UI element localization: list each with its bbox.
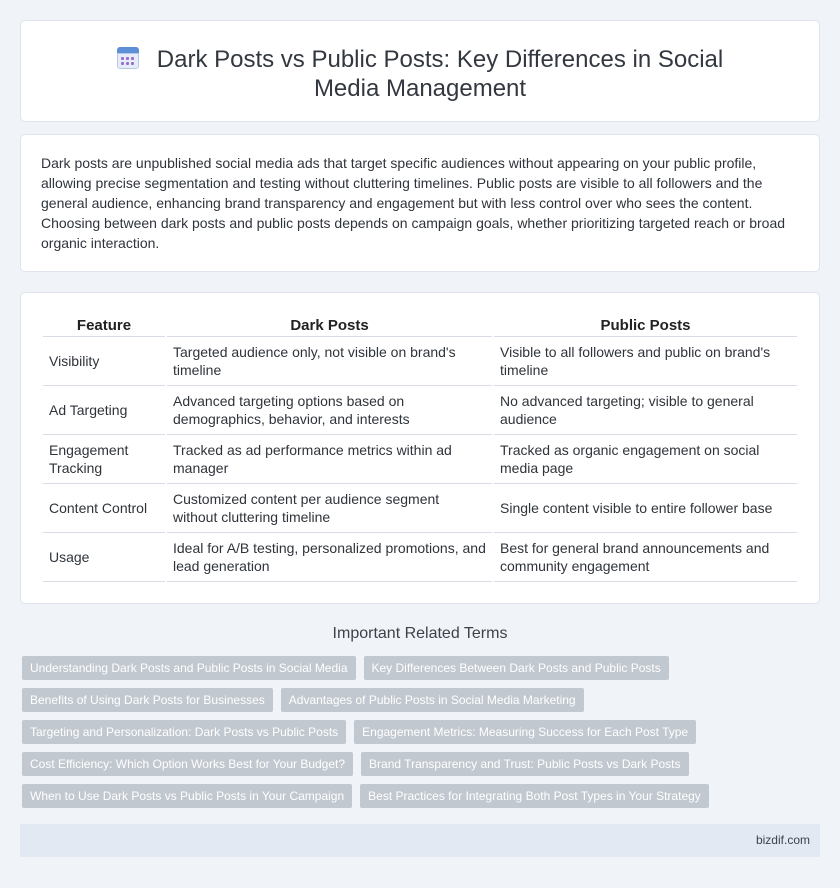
related-term-link[interactable]: Engagement Metrics: Measuring Success for Each Post Type xyxy=(354,720,696,744)
related-term-link[interactable]: When to Use Dark Posts vs Public Posts in Your Campaign xyxy=(22,784,352,808)
table-cell-feature: Ad Targeting xyxy=(43,386,165,435)
table-cell-public: Tracked as organic engagement on social media page xyxy=(494,435,797,484)
table-cell-dark: Customized content per audience segment without cluttering timeline xyxy=(167,484,492,533)
comparison-table xyxy=(41,313,799,582)
related-term-link[interactable]: Key Differences Between Dark Posts and Public Posts xyxy=(364,656,669,680)
table-header-row xyxy=(43,313,797,337)
page-title: Dark Posts vs Public Posts: Key Differences in Social Media Management xyxy=(156,46,724,102)
table-cell-dark: Targeted audience only, not visible on brand's timeline xyxy=(167,337,492,386)
related-term-link[interactable]: Cost Efficiency: Which Option Works Best for Your Budget? xyxy=(22,752,353,776)
intro-card xyxy=(20,134,820,272)
footer-bar xyxy=(20,824,820,857)
table-cell-public: No advanced targeting; visible to general audience xyxy=(494,386,797,435)
table-row xyxy=(43,533,797,582)
related-terms-title: Important Related Terms xyxy=(332,625,508,642)
table-row xyxy=(43,337,797,386)
table-row xyxy=(43,484,797,533)
related-term-link[interactable]: Understanding Dark Posts and Public Posts in Social Media xyxy=(22,656,356,680)
table-cell-public: Single content visible to entire follower base xyxy=(494,484,797,533)
table-cell-feature: Visibility xyxy=(43,337,165,386)
table-cell-feature: Usage xyxy=(43,533,165,582)
table-cell-public: Best for general brand announcements and community engagement xyxy=(494,533,797,582)
footer-site-name[interactable]: bizdif.com xyxy=(755,833,810,847)
table-cell-feature: Engagement Tracking xyxy=(43,435,165,484)
comparison-card xyxy=(20,292,820,604)
table-header-feature: Feature xyxy=(43,313,165,337)
table-row xyxy=(43,435,797,484)
table-header-public-posts: Public Posts xyxy=(494,313,797,337)
table-cell-public: Visible to all followers and public on brand's timeline xyxy=(494,337,797,386)
page-title-wrap xyxy=(21,45,819,103)
related-term-link[interactable]: Brand Transparency and Trust: Public Posts vs Dark Posts xyxy=(361,752,688,776)
related-terms-list xyxy=(22,656,702,816)
table-cell-feature: Content Control xyxy=(43,484,165,533)
title-card xyxy=(20,20,820,122)
table-cell-dark: Ideal for A/B testing, personalized promotions, and lead generation xyxy=(167,533,492,582)
related-term-link[interactable]: Best Practices for Integrating Both Post Types in Your Strategy xyxy=(360,784,709,808)
related-term-link[interactable]: Benefits of Using Dark Posts for Businesses xyxy=(22,688,273,712)
calendar-icon xyxy=(117,47,139,69)
table-cell-dark: Advanced targeting options based on demographics, behavior, and interests xyxy=(167,386,492,435)
table-row xyxy=(43,386,797,435)
table-cell-dark: Tracked as ad performance metrics within ad manager xyxy=(167,435,492,484)
intro-paragraph: Dark posts are unpublished social media ads that target specific audiences without appearing on your public profile, allowing precise segmentation and testing without cluttering timelines. Public posts are visible to all followers and the general audience, enhancing brand transparency and engagement but with less control over who sees the content. Choosing between dark posts and public posts depends on campaign goals, whether prioritizing targeted reach or broad organic interaction. xyxy=(41,155,786,251)
table-header-dark-posts: Dark Posts xyxy=(167,313,492,337)
related-term-link[interactable]: Targeting and Personalization: Dark Posts vs Public Posts xyxy=(22,720,346,744)
related-term-link[interactable]: Advantages of Public Posts in Social Media Marketing xyxy=(281,688,584,712)
